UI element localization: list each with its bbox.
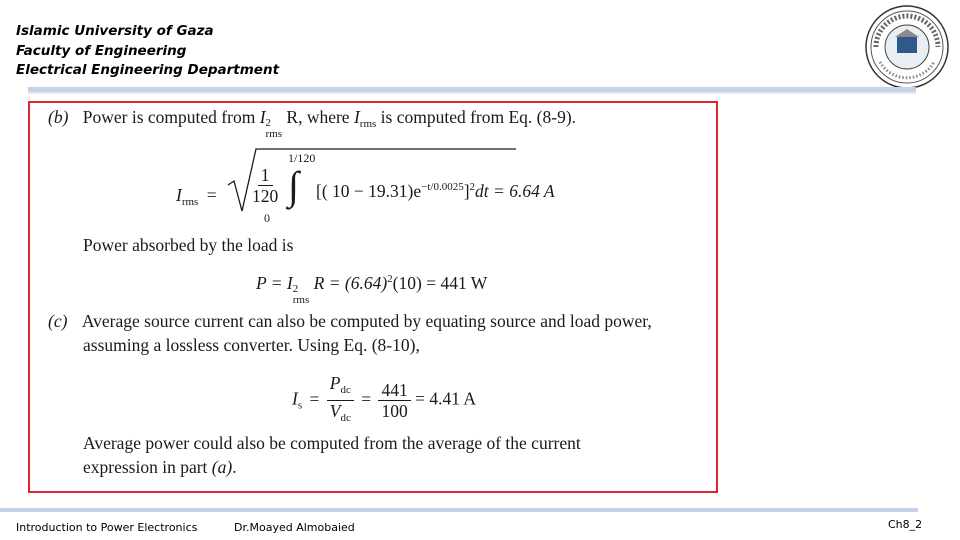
part-b-line: (b) Power is computed from I 2 rms R, where $I_{rms}$ is computed from Eq. (8-9). bbox=[48, 107, 577, 140]
page-number: Ch8_2 bbox=[888, 518, 923, 531]
p-eq-sup: 2 bbox=[292, 283, 299, 295]
avg-power-end: . bbox=[232, 457, 237, 477]
441-over-100 bbox=[378, 380, 410, 421]
footer-author: Dr.Moayed Almobaied bbox=[234, 521, 355, 534]
pdc-over-vdc bbox=[327, 373, 354, 428]
part-c-text-1: Average source current can also be computed by equating source and load power, bbox=[81, 311, 652, 331]
p-eq-start: P = I bbox=[256, 273, 293, 293]
faculty-name: Faculty of Engineering bbox=[16, 42, 187, 59]
irms-sub: rms bbox=[265, 128, 283, 140]
part-b-text-3: is computed from Eq. (8-9). bbox=[380, 107, 577, 127]
integral-result: dt = 6.64 A bbox=[475, 181, 555, 201]
solution-frame bbox=[28, 101, 718, 493]
frac-numerator: 1 bbox=[258, 165, 273, 186]
integrand-square: 2 bbox=[469, 181, 476, 193]
p-eq-sub: rms bbox=[292, 294, 310, 306]
irms-sq: 2 bbox=[265, 117, 272, 129]
vdc-subscript: dc bbox=[340, 412, 351, 424]
part-b-text-1: Power is computed from bbox=[82, 107, 256, 127]
integrand: [( 10 − 19.31)e bbox=[316, 181, 422, 201]
integral-upper-limit: 1/120 bbox=[288, 151, 316, 165]
irms-equals: = bbox=[206, 185, 217, 205]
header bbox=[16, 22, 279, 81]
p-eq-end: (10) = 441 W bbox=[392, 273, 488, 293]
one-over-120 bbox=[252, 165, 278, 206]
university-name: Islamic University of Gaza bbox=[16, 23, 214, 39]
pdc-subscript: dc bbox=[340, 384, 351, 396]
bottom-rule bbox=[0, 508, 918, 512]
p-eq-square: 2 bbox=[387, 273, 393, 285]
power-equation bbox=[256, 273, 487, 306]
avg-power-part: (a) bbox=[211, 457, 233, 477]
part-c-text-2: assuming a lossless converter. Using Eq. (8-10), bbox=[83, 335, 420, 355]
university-seal-icon bbox=[864, 4, 950, 90]
is-result: = 4.41 A bbox=[415, 388, 476, 409]
is-equation: $I_s$ = $\frac{P_{dc}}{V_{dc}}$ = $\frac{441}{100}$ = 4.41 A bbox=[292, 373, 476, 428]
pdc-symbol: P bbox=[329, 373, 341, 393]
integral-sign-icon: ∫ bbox=[288, 163, 299, 208]
part-b-text-2: R, where bbox=[286, 107, 350, 127]
integral-lower-limit: 0 bbox=[264, 211, 270, 225]
integrand-exponent: −t/0.0025 bbox=[421, 181, 464, 193]
is-symbol: I bbox=[292, 388, 298, 409]
avg-power-text-1: Average power could also be computed from the average of the current bbox=[83, 433, 581, 453]
part-c-line-1 bbox=[48, 311, 652, 332]
department-name: Electrical Engineering Department bbox=[16, 62, 280, 78]
p-eq-rest: R = (6.64) bbox=[313, 273, 388, 293]
is-denominator: 100 bbox=[381, 401, 408, 421]
top-rule-shadow bbox=[28, 92, 916, 94]
irms-subscript: rms bbox=[181, 196, 199, 208]
avg-power-text-2: expression in part bbox=[83, 457, 208, 477]
is-numerator: 441 bbox=[378, 380, 410, 401]
part-b-label: (b) bbox=[48, 107, 69, 127]
irms-symbol: I bbox=[176, 185, 182, 205]
avg-power-line-2 bbox=[83, 457, 237, 478]
vdc-symbol: V bbox=[329, 401, 341, 421]
part-c-label: (c) bbox=[48, 311, 68, 331]
power-absorbed-text: Power absorbed by the load is bbox=[83, 235, 294, 255]
footer-course: Introduction to Power Electronics bbox=[16, 521, 198, 534]
integrand-bracket: ] bbox=[463, 181, 470, 201]
is-subscript: s bbox=[297, 399, 303, 412]
frac-denominator: 120 bbox=[252, 186, 279, 206]
